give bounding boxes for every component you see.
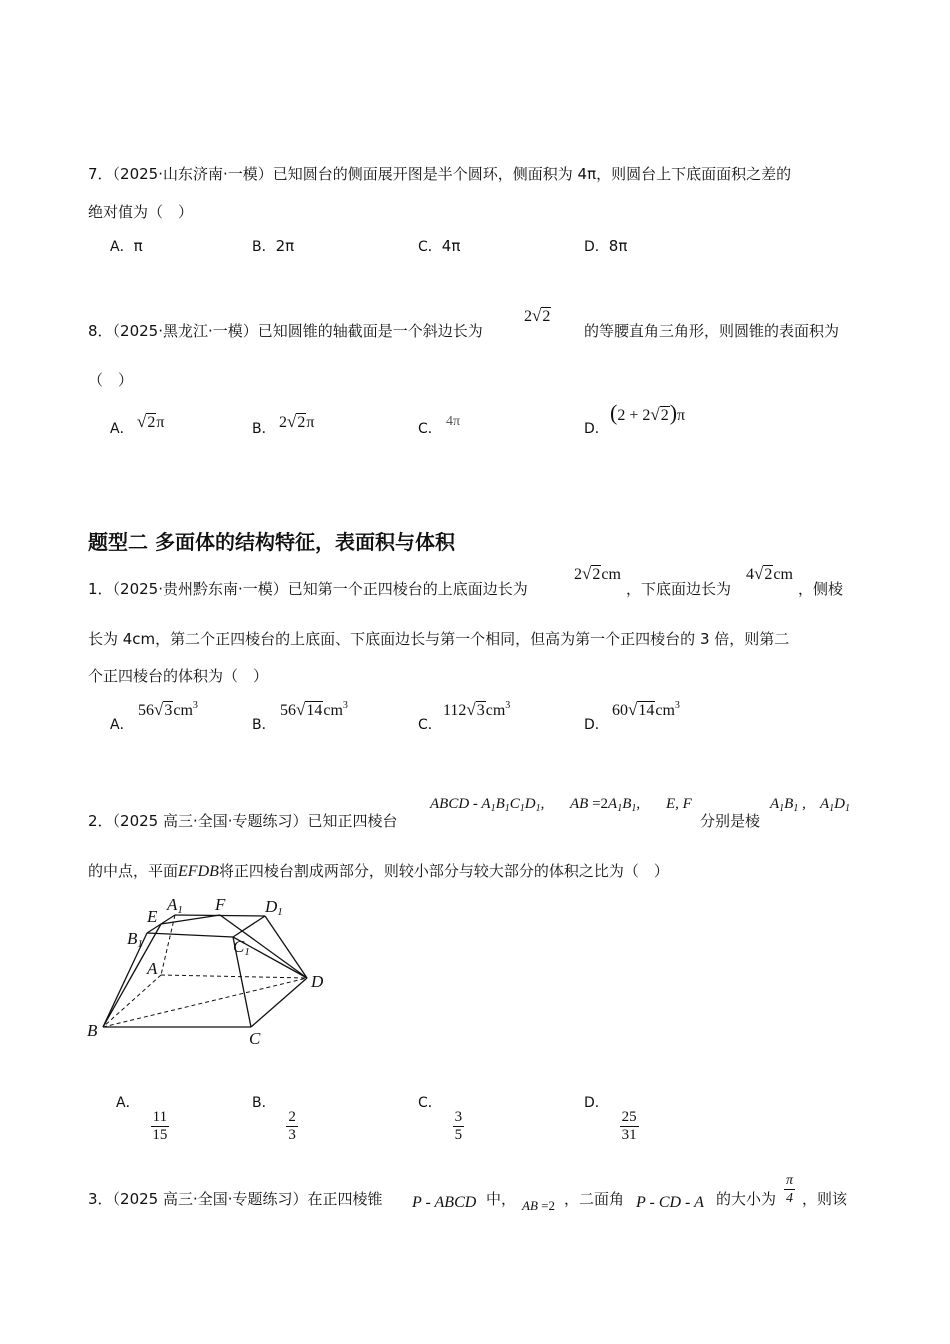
label-C: C	[249, 1029, 261, 1048]
q7-option-c[interactable]: C．4π	[418, 237, 461, 255]
p3-number: 3．	[88, 1190, 113, 1208]
p3-dihedral-math: P - CD - A	[636, 1194, 704, 1211]
p2-ef-math: E, F	[666, 796, 692, 812]
q7-option-a[interactable]: A．π	[110, 237, 143, 255]
edge-C-D	[251, 978, 307, 1027]
q8-text-b: 的等腰直角三角形，则圆锥的表面积为	[584, 322, 840, 340]
p1-text-a: 已知第一个正四棱台的上底面边长为	[287, 580, 528, 598]
p1-line3: 个正四棱台的体积为（ ）	[88, 667, 269, 685]
q8-option-a-math: √2π	[137, 412, 165, 431]
p2-number: 2．	[88, 812, 113, 830]
p2-line2	[88, 860, 669, 881]
q7-text: 已知圆台的侧面展开图是半个圆环，侧面积为 4π，则圆台上下底面面积之差的	[272, 165, 792, 183]
q7-source: （2025·山东济南·一模）	[112, 165, 273, 183]
q7-option-c-value: 4π	[441, 237, 461, 255]
p2-ab-math: AB $=2A_1B_1$,	[570, 796, 641, 814]
p2-option-a[interactable]: A． $\frac{11}{15}$	[116, 1095, 168, 1143]
p2-line1	[88, 810, 398, 831]
label-C1: C1	[233, 937, 250, 958]
p2-text-b: 分别是棱	[700, 812, 761, 830]
label-B1: B1	[127, 929, 143, 950]
p3-text-b: 中，	[486, 1190, 517, 1208]
q8-option-c[interactable]: C．	[418, 421, 442, 437]
section-title: 题型二 多面体的结构特征，表面积与体积	[88, 530, 455, 554]
label-D1: D1	[265, 897, 283, 918]
p1-text-b: ，下底面边长为	[626, 580, 732, 598]
p1-number: 1．	[88, 580, 113, 598]
q7-option-b-value: 2π	[275, 237, 295, 255]
q7-option-a-value: π	[133, 237, 143, 255]
p1-bottom-edge-math: 4√2cm	[746, 564, 793, 583]
p2-plane-math: EFDB	[178, 863, 219, 880]
q8-option-c-math: 4π	[446, 414, 461, 429]
label-B: B	[87, 1021, 98, 1040]
q7-number: 7．	[88, 165, 113, 183]
p1-option-d-math: $60√14cm^3$	[612, 700, 680, 719]
p2-edge1-math: $A_1B_1$ ,	[770, 796, 806, 814]
label-A: A	[147, 959, 158, 978]
q7-option-d[interactable]: D．8π	[584, 237, 628, 255]
p3-ab-math: AB =2	[522, 1198, 555, 1213]
q7-line2: 绝对值为（ ）	[88, 203, 194, 221]
edge-E-F	[161, 915, 220, 924]
edge-D1-D	[265, 916, 307, 978]
p2-option-b[interactable]: B． $\frac{2}{3}$	[252, 1095, 296, 1143]
p1-option-a-math: $56√3cm^3$	[138, 700, 198, 719]
p2-source: （2025 高三·全国·专题练习）	[112, 812, 308, 830]
p1-line2: 长为 4cm，第二个正四棱台的上底面、下底面边长与第一个相同，但高为第一个正四棱台的 3 倍，则第二	[88, 630, 790, 648]
p3-source: （2025 高三·全国·专题练习）	[112, 1190, 308, 1208]
p1-option-d[interactable]: D．	[584, 717, 609, 733]
p1-top-edge-math: 2√2cm	[574, 564, 621, 583]
p2-option-b-frac: $\frac{2}{3}$	[288, 1109, 296, 1143]
p1-source: （2025·贵州黔东南·一模）	[112, 580, 288, 598]
q8-option-d-math: (2 + 2√2)π	[610, 400, 686, 425]
edge-A-D	[161, 975, 307, 978]
p3-text-a: 在正四棱锥	[307, 1190, 383, 1208]
p1-line1	[88, 578, 528, 599]
p2-option-c-frac: $\frac{3}{5}$	[454, 1109, 463, 1143]
q8-line2: （ ）	[88, 371, 134, 389]
edge-C1-B1	[147, 933, 233, 937]
p2-line2-text-b: 将正四棱台割成两部分，则较小部分与较大部分的体积之比为（ ）	[218, 862, 669, 880]
q8-option-d[interactable]: D．	[584, 421, 609, 437]
p3-line1	[88, 1188, 383, 1209]
label-D: D	[311, 972, 324, 991]
p3-text-d: 的大小为	[716, 1190, 777, 1208]
p2-edge2-math: $A_1D_1$	[820, 796, 851, 814]
p2-option-d[interactable]: D． $\frac{25}{31}$	[584, 1095, 637, 1143]
p1-option-b-math: $56√14cm^3$	[280, 700, 348, 719]
p2-frustum-math: ABCD - $A_1B_1C_1D_1$,	[430, 796, 545, 814]
p1-option-b[interactable]: B．	[252, 717, 276, 733]
q8-option-a[interactable]: A．	[110, 421, 134, 437]
label-A1: A1	[167, 895, 183, 916]
edge-A-B	[103, 975, 161, 1027]
q8-text-a: 已知圆锥的轴截面是一个斜边长为	[257, 322, 483, 340]
q7-option-d-value: 8π	[608, 237, 628, 255]
p2-frustum-figure	[85, 890, 345, 1050]
q8-source: （2025·黑龙江·一模）	[112, 322, 258, 340]
q8-option-b-math: 2√2π	[279, 412, 315, 431]
p3-pyramid-math: P - ABCD	[412, 1194, 477, 1211]
p1-text-c: ，侧棱	[798, 580, 844, 598]
edge-B-D	[103, 978, 307, 1027]
p3-text-e: ，则该	[802, 1190, 848, 1208]
label-E: E	[147, 907, 158, 926]
p1-option-c-math: $112√3cm^3$	[443, 700, 511, 719]
q7-line1	[88, 163, 791, 184]
label-F: F	[215, 895, 226, 914]
q7-option-b[interactable]: B．2π	[252, 237, 295, 255]
p3-text-c: ，二面角	[564, 1190, 625, 1208]
p1-option-c[interactable]: C．	[418, 717, 442, 733]
p2-line2-text-a: 的中点，平面	[88, 862, 179, 880]
p2-option-a-frac: $\frac{11}{15}$	[152, 1109, 168, 1143]
edge-D1-C1	[233, 916, 265, 937]
q8-option-b[interactable]: B．	[252, 421, 276, 437]
p1-option-a[interactable]: A．	[110, 717, 134, 733]
p3-angle-frac: $\frac{\pi}{4}$	[786, 1173, 794, 1206]
p2-option-c[interactable]: C． $\frac{3}{5}$	[418, 1095, 463, 1143]
q8-number: 8．	[88, 322, 113, 340]
q8-line1	[88, 320, 483, 341]
p2-text-a: 已知正四棱台	[307, 812, 398, 830]
p2-option-d-frac: $\frac{25}{31}$	[621, 1109, 637, 1143]
q8-hypotenuse-math: 2√2	[524, 306, 551, 325]
